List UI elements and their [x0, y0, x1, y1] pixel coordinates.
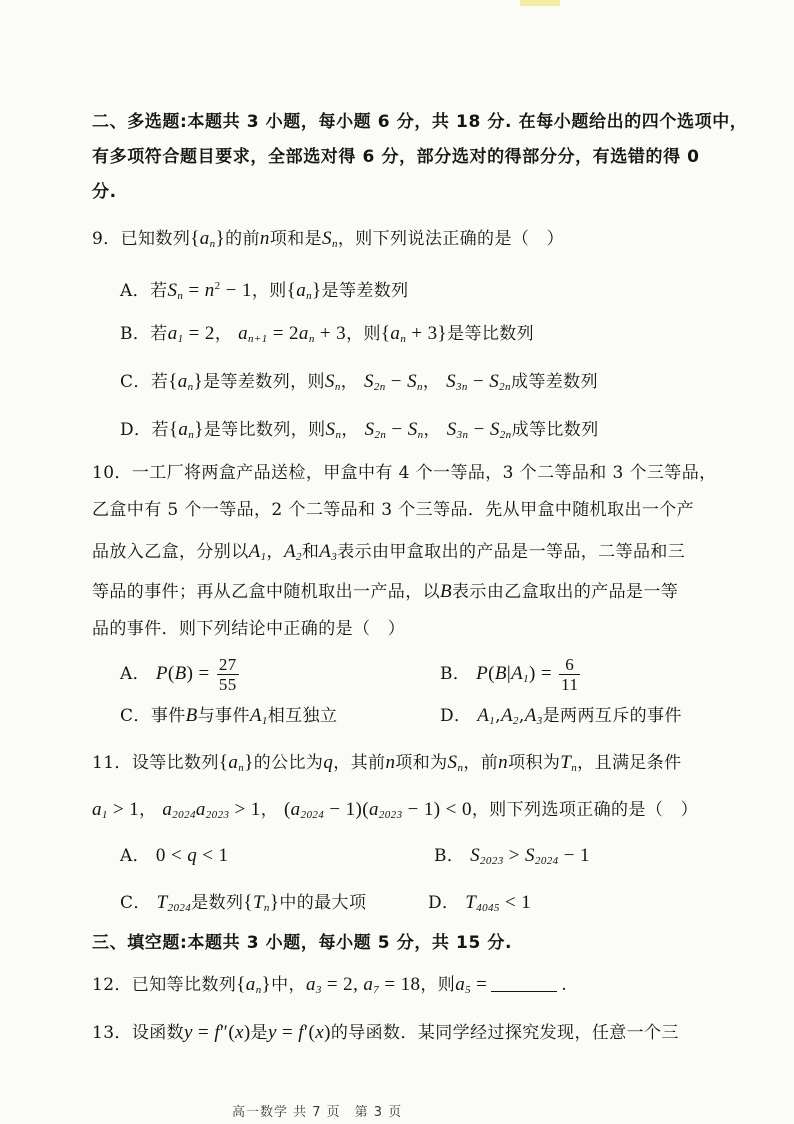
option-label: B．: [434, 846, 465, 866]
option-label: B．: [440, 664, 471, 684]
question-10-line1: 10．一工厂将两盒产品送检，甲盒中有 4 个一等品，3 个二等品和 3 个三等品，: [92, 463, 717, 483]
question-10-line3: 品放入乙盒，分别以$A_1$，$A_2$和$A_3$表示由甲盒取出的产品是一等品，二等品和三: [92, 541, 686, 563]
section2-line2: 有多项符合题目要求，全部选对得 6 分，部分选对的得部分分，有选错的得 0: [92, 147, 700, 167]
option-label: C．: [120, 706, 151, 726]
fraction: $\frac{27}{55}$: [218, 655, 237, 694]
question-10-option-a: A． P(B) = $\frac{27}{55}$: [120, 655, 237, 694]
option-label: A．: [120, 846, 151, 866]
fraction: $\frac{6}{11}$: [561, 655, 579, 694]
option-label: D．: [428, 893, 460, 913]
question-12: 12．已知等比数列$\{a_n\}$中，$a_3 = 2$, $a_7 = 18$，则$a_5$ = .: [92, 974, 568, 996]
question-11-option-d: D． $T_{4045} < 1$: [428, 892, 532, 914]
question-number: 9．: [92, 229, 121, 249]
question-9-option-c: C．若$\{a_n\}$是等差数列，则$S_n$， $S_{2n} - S_n$， $S_{3n} - S_{2n}$成等差数列: [120, 371, 598, 393]
question-9-option-d: D．若$\{a_n\}$是等比数列，则$S_n$， $S_{2n} - S_n$， $S_{3n} - S_{2n}$成等比数列: [120, 419, 599, 441]
question-11-option-c: C． $T_{2024}$是数列$\{T_n\}$中的最大项: [120, 892, 367, 914]
section2-line1: 二、多选题:本题共 3 小题，每小题 6 分，共 18 分. 在每小题给出的四个选项中，: [92, 112, 748, 132]
question-number: 12．: [92, 975, 132, 995]
answer-blank[interactable]: [491, 991, 557, 992]
option-label: C．: [120, 372, 151, 392]
question-number: 13．: [92, 1023, 132, 1043]
question-number: 11．: [92, 753, 132, 773]
question-10-option-c: C．事件B与事件$A_1$相互独立: [120, 705, 338, 727]
option-label: A．: [120, 281, 151, 301]
option-label: A．: [120, 664, 151, 684]
question-11-option-a: A． 0 < q < 1: [120, 845, 229, 866]
question-13: 13．设函数y = f″(x)是y = f′(x)的导函数．某同学经过探究发现，任意一个三: [92, 1022, 679, 1043]
option-label: D．: [440, 706, 472, 726]
question-9-option-a: A．若$S_n = n^2 - 1$，则$\{a_n\}$是等差数列: [120, 280, 409, 302]
question-10-line5: 品的事件．则下列结论中正确的是（ ）: [92, 619, 406, 639]
page-footer: 高一数学 共 7 页 第 3 页: [232, 1105, 403, 1120]
question-10-line4: 等品的事件；再从乙盒中随机取出一产品，以B表示由乙盒取出的产品是一等: [92, 581, 679, 602]
question-11-option-b: B． $S_{2023} > S_{2024} - 1$: [434, 845, 590, 867]
question-11-line1: 11．设等比数列$\{a_n\}$的公比为q，其前n项和为$S_n$，前n项积为$T_n$，且满足条件: [92, 752, 682, 774]
question-9-option-b: B．若$a_1 = 2$， $a_{n+1} = 2a_n + 3$，则$\{a_n + 3\}$是等比数列: [120, 323, 535, 345]
section3-heading: 三、填空题:本题共 3 小题，每小题 5 分，共 15 分.: [92, 933, 513, 953]
yellow-mark: [520, 0, 560, 6]
question-10-option-b: B． $P(B|A_1)$ = $\frac{6}{11}$: [440, 655, 579, 694]
option-label: C．: [120, 893, 151, 913]
option-label: D．: [120, 420, 152, 440]
question-9-stem: 9．已知数列$\{a_n\}$的前n项和是$S_n$，则下列说法正确的是（ ）: [92, 228, 565, 250]
section2-line3: 分.: [92, 182, 117, 202]
question-10-line2: 乙盒中有 5 个一等品，2 个二等品和 3 个三等品．先从甲盒中随机取出一个产: [92, 500, 695, 520]
question-10-option-d: D． $A_1,A_2,A_3$是两两互斥的事件: [440, 705, 682, 727]
option-label: B．: [120, 324, 151, 344]
question-11-line2: $a_1 > 1$， $a_{2024}a_{2023} > 1$， $(a_{2024} - 1)(a_{2023} - 1) < 0$，则下列选项正确的是（ ）: [92, 799, 699, 821]
